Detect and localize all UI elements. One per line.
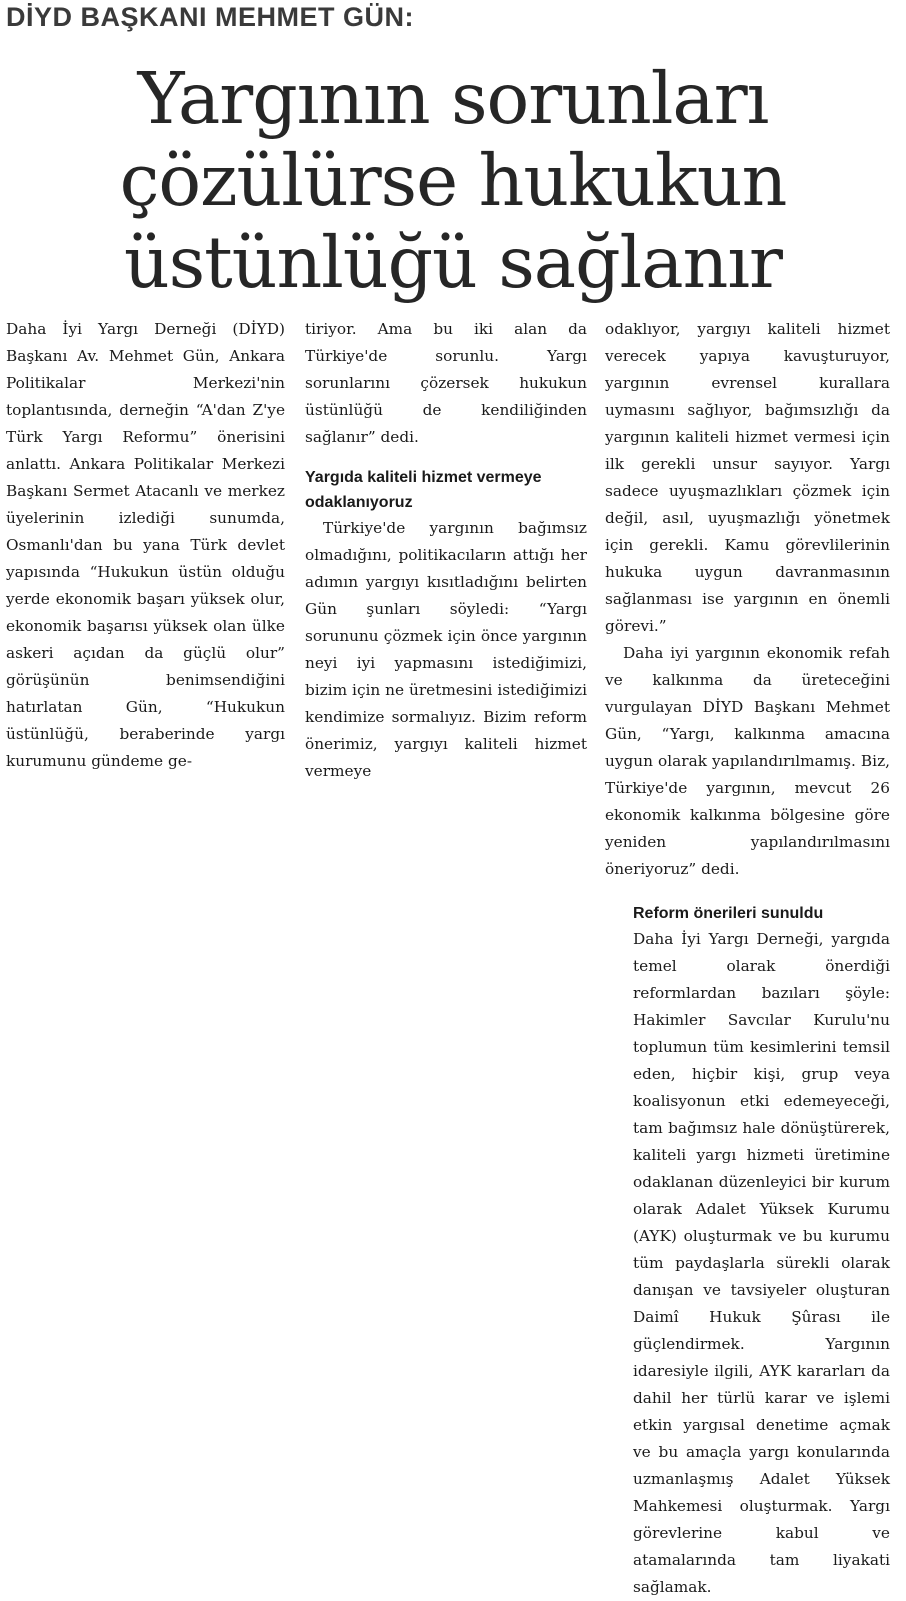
article-kicker: DİYD BAŞKANI MEHMET GÜN: <box>6 2 414 32</box>
headline-line-3: üstünlüğü sağlanır <box>124 221 782 304</box>
body-paragraph: odaklıyor, yargıyı kaliteli hizmet verecek yapıya kavuşturuyor, yargının evrensel kurallara uymasını sağlıyor, bağımsızlığı da yargının kaliteli hizmet vermesi için ilk gerekli unsur sayıyor. Yargı sadece uyuşmazlıkları çözmek için değil, asıl, uyuşmazlığı yönetmek için gerekli. Kamu görevlilerinin hukuka uygun davranmasının sağlanması ise yargının en önemli görevi.” <box>605 320 890 635</box>
headline-line-1: Yargının sorunları <box>137 57 769 140</box>
article-column-3 <box>605 316 890 1601</box>
article-headline <box>0 58 906 304</box>
section-subhead: Reform önerileri sunuldu <box>633 905 824 922</box>
body-paragraph: Daha İyi Yargı Derneği, yargıda temel olarak önerdiği reformlardan bazıları şöyle: Hakimler Savcılar Kurulu'nu toplumun tüm kesimlerini temsil eden, hiçbir kişi, grup veya koalisyonun etki edemeyeceği, tam bağımsız hale dönüştürerek, kaliteli yargı hizmeti üretimine odaklanan düzenleyici bir kurum olarak Adalet Yüksek Kurumu (AYK) oluşturmak ve bu kurumu tüm paydaşlarla sürekli olarak danışan ve tavsiyeler oluşturan Daimî Hukuk Şûrası ile güçlendirmek. Yargının idaresiyle ilgili, AYK kararları da dahil her türlü karar ve işlemi etkin yargısal denetime açmak ve bu amaçla yargı konularında uzmanlaşmış Adalet Yüksek Mahkemesi oluşturmak. Yargı görevlerine kabul ve atamalarında tam liyakati sağlamak. <box>633 930 890 1596</box>
article-column-2 <box>305 316 587 785</box>
article-column-1 <box>6 316 285 775</box>
headline-line-2: çözülürse hukukun <box>119 139 787 222</box>
body-paragraph: Daha İyi Yargı Derneği (DİYD) Başkanı Av. Mehmet Gün, Ankara Politikalar Merkezi'nin toplantısında, derneğin “A'dan Z'ye Türk Yargı Reformu” önerisini anlattı. Ankara Politikalar Merkezi Başkanı Sermet Atacanlı ve merkez üyelerinin izlediği sunumda, Osmanlı'dan bu yana Türk devlet yapısında “Hukukun üstün olduğu yerde ekonomik başarı yüksek olur, ekonomik başarısı yüksek olan ülke askeri açıdan da güçlü olur” görüşünün benimsendiğini hatırlatan Gün, “Hukukun üstünlüğü, beraberinde yargı kurumunu gündeme ge- <box>6 320 285 770</box>
body-paragraph: Türkiye'de yargının bağımsız olmadığını, politikacıların attığı her adımın yargıyı kısıtladığını belirten Gün şunları söyledi: “Yargı sorununu çözmek için önce yargının neyi iyi yapmasını istediğimizi, bizim için ne üretmesini istediğimizi kendimize sormalıyız. Bizim reform önerimiz, yargıyı kaliteli hizmet vermeye <box>305 519 587 780</box>
inset-text-block <box>633 901 890 1601</box>
body-paragraph: tiriyor. Ama bu iki alan da Türkiye'de sorunlu. Yargı sorunlarını çözersek hukukun üstünlüğü de kendiliğinden sağlanır” dedi. <box>305 320 587 446</box>
section-subhead: Yargıda kaliteli hizmet vermeye odaklanıyoruz <box>305 469 542 511</box>
body-paragraph: Daha iyi yargının ekonomik refah ve kalkınma da üreteceğini vurgulayan DİYD Başkanı Mehmet Gün, “Yargı, kalkınma amacına uygun olarak yapılandırılmamış. Biz, Türkiye'de yargının, mevcut 26 ekonomik kalkınma bölgesine göre yeniden yapılandırılmasını öneriyoruz” dedi. <box>605 644 890 878</box>
